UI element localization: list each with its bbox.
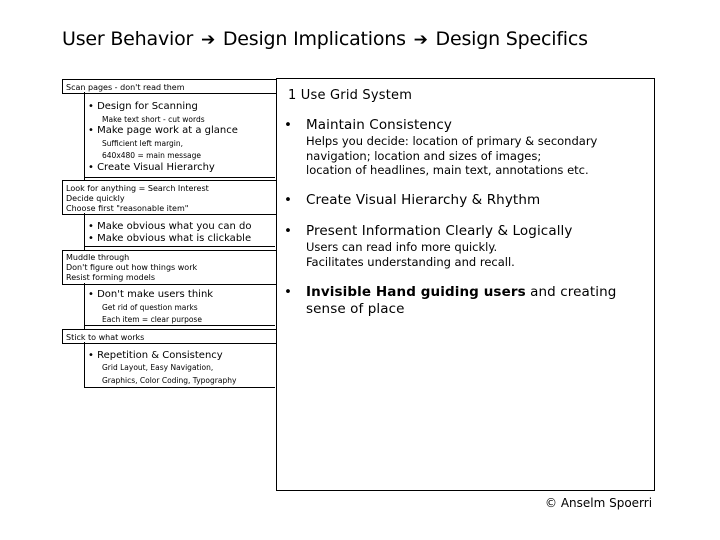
list-item: • Don't make users think	[88, 289, 214, 300]
list-subitem: Each item = clear purpose	[102, 315, 202, 324]
section-heading: Decide quickly	[66, 194, 125, 203]
bullet-invisible-hand: • Invisible Hand guiding users and creating	[284, 284, 617, 300]
right-arrow-icon: ➔	[413, 30, 428, 50]
bracket-line	[84, 342, 85, 388]
title-design-implications: Design Implications	[222, 28, 406, 50]
list-subitem: Sufficient left margin,	[102, 139, 184, 148]
grid-system-title: 1 Use Grid System	[288, 88, 413, 103]
list-item: • Design for Scanning	[88, 101, 198, 112]
section-heading: Muddle through	[66, 253, 130, 262]
bullet-subtext: Users can read info more quickly.	[306, 240, 498, 254]
bracket-line	[84, 213, 85, 250]
section-heading: Resist forming models	[66, 273, 156, 282]
list-item: • Make page work at a glance	[88, 125, 238, 136]
bullet-subtext: navigation; location and sizes of images;	[306, 148, 542, 163]
bullet-present-information: • Present Information Clearly & Logically	[284, 223, 573, 239]
bullet-visual-hierarchy: • Create Visual Hierarchy & Rhythm	[284, 192, 541, 208]
bullet-subtext: location of headlines, main text, annotations etc.	[306, 163, 589, 177]
list-subitem: Get rid of question marks	[102, 303, 198, 312]
section-heading: Don't figure out how things work	[66, 263, 198, 272]
bracket-line	[84, 387, 275, 388]
list-item: • Make obvious what you can do	[88, 221, 252, 232]
list-subitem: Grid Layout, Easy Navigation,	[102, 363, 214, 372]
copyright-text: © Anselm Spoerri	[545, 496, 653, 510]
list-subitem: Make text short - cut words	[102, 115, 205, 124]
section-heading: Stick to what works	[66, 333, 145, 342]
title-user-behavior: User Behavior	[62, 28, 194, 50]
list-item: • Create Visual Hierarchy	[88, 162, 215, 173]
right-arrow-icon: ➔	[200, 30, 216, 50]
bullet-maintain-consistency: • Maintain Consistency	[284, 117, 453, 133]
title-design-specifics: Design Specifics	[435, 28, 588, 50]
bullet-subtext: Helps you decide: location of primary & secondary	[306, 134, 598, 148]
bracket-line	[84, 246, 275, 247]
bullet-invisible-hand-line2: sense of place	[306, 301, 405, 317]
bracket-line	[84, 283, 85, 329]
page-title	[62, 28, 588, 50]
section-heading: Choose first "reasonable item"	[66, 204, 189, 213]
bullet-subtext: Facilitates understanding and recall.	[306, 254, 515, 269]
bracket-line	[84, 92, 85, 180]
list-subitem: 640x480 = main message	[102, 151, 201, 160]
list-subitem: Graphics, Color Coding, Typography	[102, 376, 237, 385]
list-item: • Repetition & Consistency	[88, 350, 223, 361]
section-heading: Scan pages - don't read them	[66, 83, 185, 92]
section-heading: Look for anything = Search Interest	[66, 184, 209, 193]
list-item: • Make obvious what is clickable	[88, 233, 252, 244]
bracket-line	[84, 177, 275, 178]
